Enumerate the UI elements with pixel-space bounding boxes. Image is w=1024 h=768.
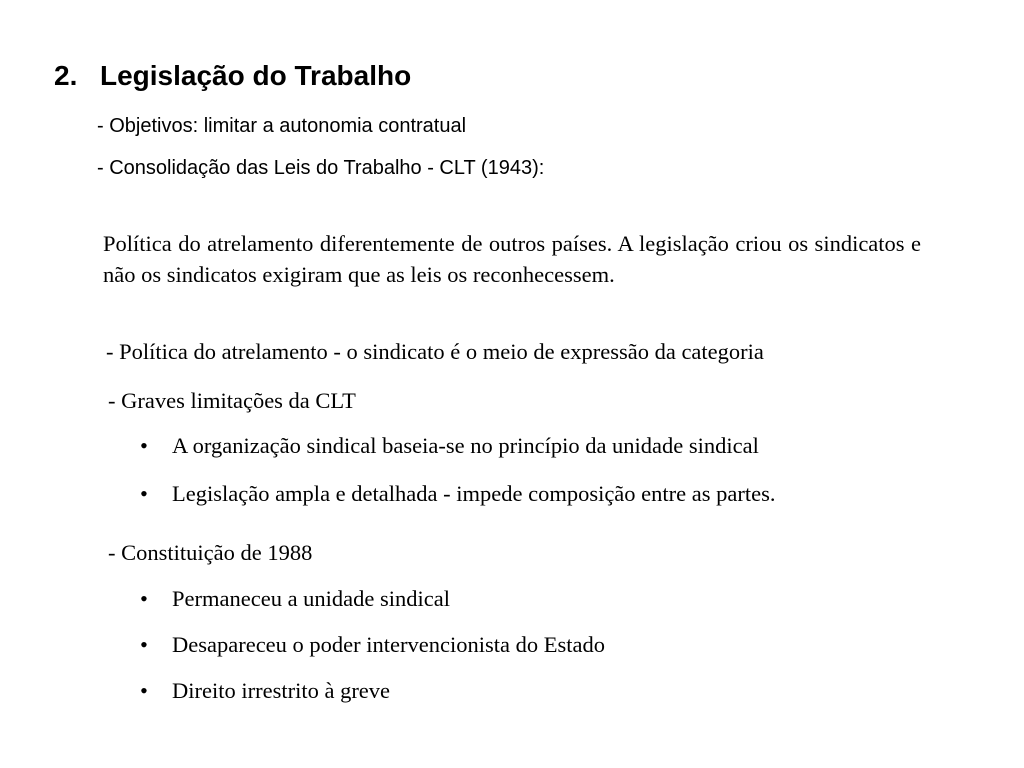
bullet-icon: • bbox=[140, 632, 148, 657]
bullet-icon: • bbox=[140, 678, 148, 703]
list-item bbox=[140, 431, 759, 461]
subpoint-clt: - Consolidação das Leis do Trabalho - CLT (1943): bbox=[97, 157, 545, 179]
list-item-text: Desapareceu o poder intervencionista do Estado bbox=[172, 632, 605, 657]
subpoint-objetivos: - Objetivos: limitar a autonomia contratual bbox=[97, 115, 467, 137]
list-item-text: A organização sindical baseia-se no princípio da unidade sindical bbox=[172, 433, 759, 458]
list-item bbox=[140, 584, 450, 614]
bullet-icon: • bbox=[140, 586, 148, 611]
list-item bbox=[140, 479, 775, 509]
slide-heading bbox=[54, 58, 411, 94]
heading-number: 2. bbox=[54, 60, 78, 91]
list-item-text: Legislação ampla e detalhada - impede composição entre as partes. bbox=[172, 481, 776, 506]
list-item-text: Direito irrestrito à greve bbox=[172, 678, 391, 703]
atrelamento-paragraph: Política do atrelamento diferentemente de outros países. A legislação criou os sindicatos e não os sindicatos exigiram que as leis os reconhecessem. bbox=[103, 231, 921, 287]
list-item bbox=[140, 630, 605, 660]
constituicao-title: - Constituição de 1988 bbox=[108, 540, 313, 565]
list-item bbox=[140, 676, 390, 706]
list-item-text: Permaneceu a unidade sindical bbox=[172, 586, 451, 611]
clt-point-limitacoes: - Graves limitações da CLT bbox=[108, 388, 356, 413]
heading-title: Legislação do Trabalho bbox=[100, 60, 412, 91]
bullet-icon: • bbox=[140, 433, 148, 458]
clt-point-atrelamento: - Política do atrelamento - o sindicato é o meio de expressão da categoria bbox=[106, 339, 764, 364]
bullet-icon: • bbox=[140, 481, 148, 506]
